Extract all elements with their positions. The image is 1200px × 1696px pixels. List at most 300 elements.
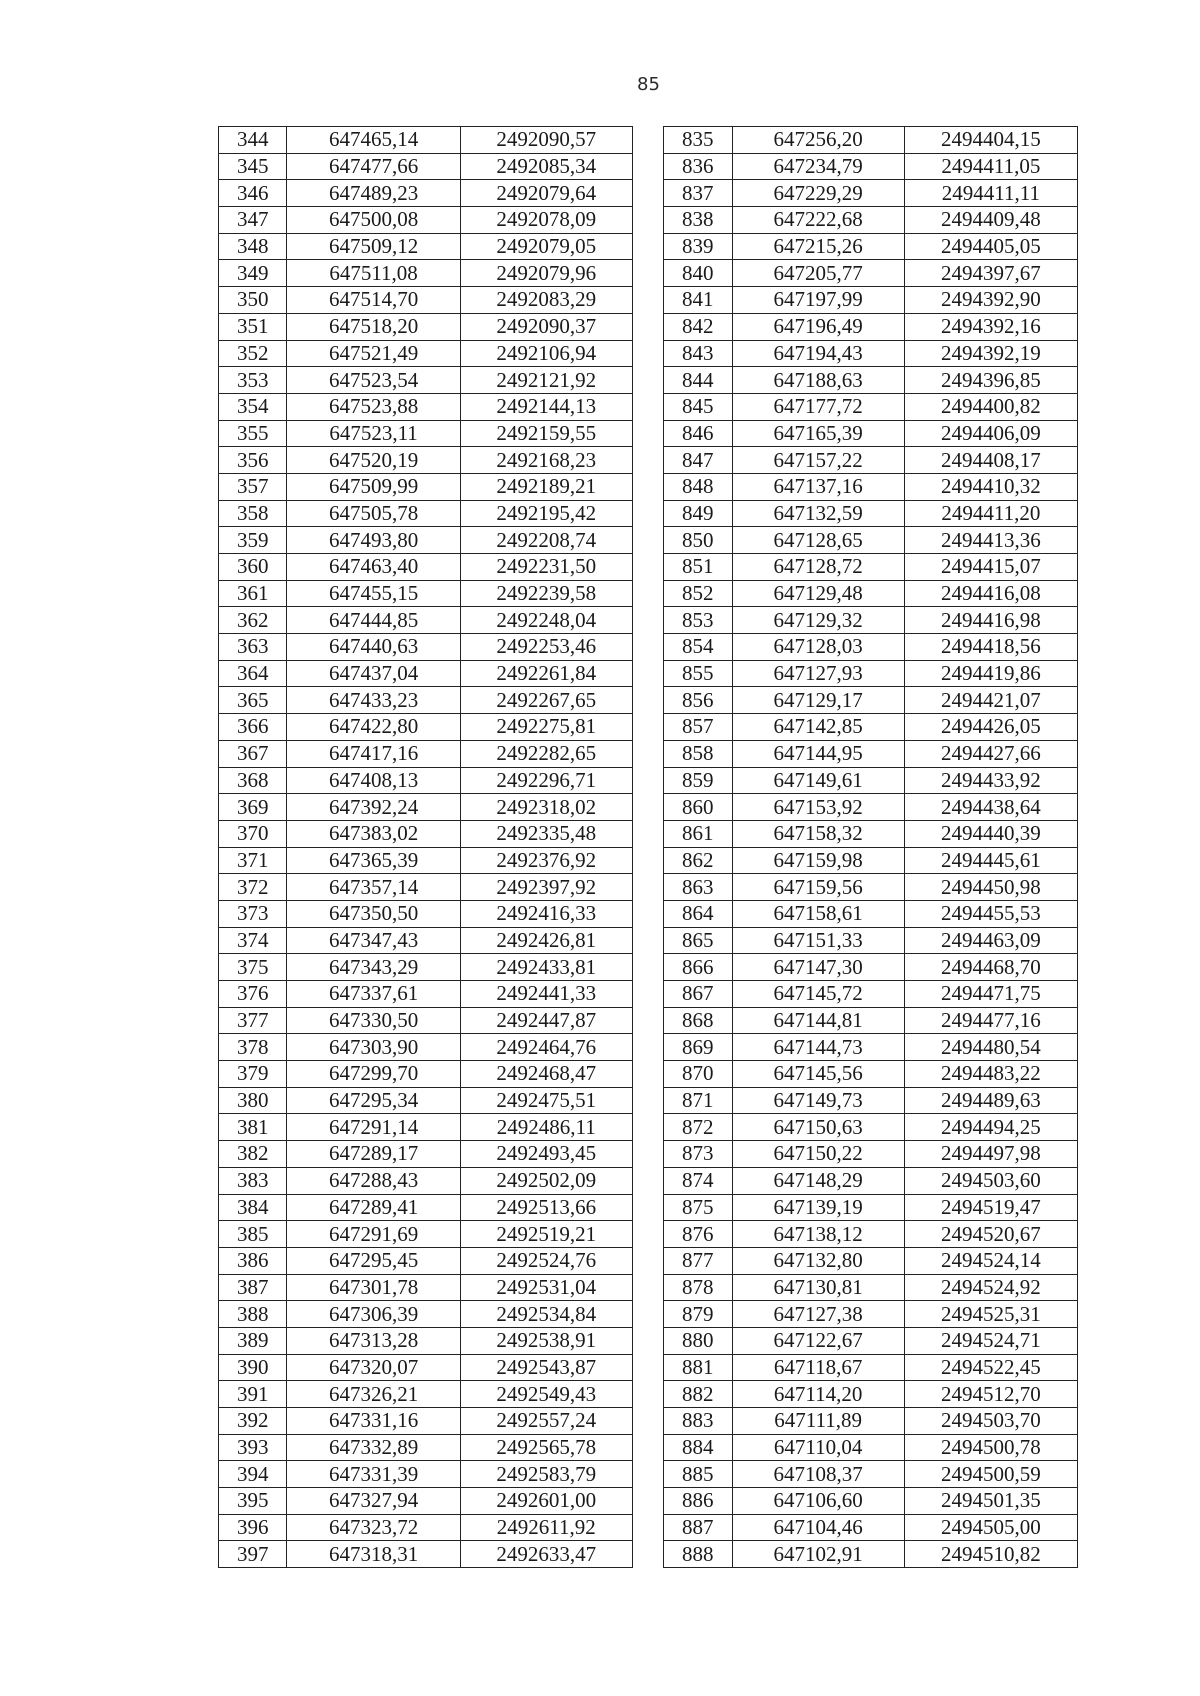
column-gap xyxy=(632,714,663,741)
y-coordinate-left: 2492519,21 xyxy=(460,1221,632,1248)
column-gap xyxy=(632,740,663,767)
point-number-right: 839 xyxy=(664,233,732,260)
column-gap xyxy=(632,1381,663,1408)
point-number-left: 396 xyxy=(219,1514,287,1541)
point-number-right: 874 xyxy=(664,1167,732,1194)
y-coordinate-left: 2492611,92 xyxy=(460,1514,632,1541)
x-coordinate-left: 647326,21 xyxy=(287,1381,460,1408)
point-number-left: 382 xyxy=(219,1141,287,1168)
y-coordinate-right: 2494524,71 xyxy=(904,1327,1077,1354)
point-number-right: 857 xyxy=(664,714,732,741)
table-row xyxy=(219,794,1078,821)
y-coordinate-left: 2492121,92 xyxy=(460,367,632,394)
table-row xyxy=(219,607,1078,634)
y-coordinate-left: 2492296,71 xyxy=(460,767,632,794)
y-coordinate-right: 2494520,67 xyxy=(904,1221,1077,1248)
x-coordinate-left: 647301,78 xyxy=(287,1274,460,1301)
y-coordinate-right: 2494392,90 xyxy=(904,287,1077,314)
y-coordinate-left: 2492261,84 xyxy=(460,660,632,687)
point-number-left: 373 xyxy=(219,900,287,927)
x-coordinate-right: 647122,67 xyxy=(732,1327,904,1354)
column-gap xyxy=(632,794,663,821)
point-number-left: 349 xyxy=(219,260,287,287)
column-gap xyxy=(632,1061,663,1088)
point-number-left: 359 xyxy=(219,527,287,554)
x-coordinate-left: 647347,43 xyxy=(287,927,460,954)
point-number-right: 861 xyxy=(664,820,732,847)
x-coordinate-right: 647106,60 xyxy=(732,1488,904,1515)
y-coordinate-right: 2494418,56 xyxy=(904,634,1077,661)
x-coordinate-right: 647144,73 xyxy=(732,1034,904,1061)
table-row xyxy=(219,954,1078,981)
x-coordinate-right: 647104,46 xyxy=(732,1514,904,1541)
point-number-right: 873 xyxy=(664,1141,732,1168)
y-coordinate-left: 2492253,46 xyxy=(460,634,632,661)
y-coordinate-left: 2492468,47 xyxy=(460,1061,632,1088)
y-coordinate-left: 2492208,74 xyxy=(460,527,632,554)
x-coordinate-left: 647306,39 xyxy=(287,1301,460,1328)
x-coordinate-left: 647408,13 xyxy=(287,767,460,794)
column-gap xyxy=(632,900,663,927)
table-row xyxy=(219,580,1078,607)
x-coordinate-right: 647114,20 xyxy=(732,1381,904,1408)
point-number-right: 886 xyxy=(664,1488,732,1515)
column-gap xyxy=(632,287,663,314)
x-coordinate-right: 647110,04 xyxy=(732,1434,904,1461)
column-gap xyxy=(632,127,663,154)
x-coordinate-left: 647383,02 xyxy=(287,820,460,847)
point-number-left: 380 xyxy=(219,1087,287,1114)
y-coordinate-left: 2492318,02 xyxy=(460,794,632,821)
x-coordinate-right: 647188,63 xyxy=(732,367,904,394)
column-gap xyxy=(632,1461,663,1488)
column-gap xyxy=(632,1354,663,1381)
x-coordinate-right: 647111,89 xyxy=(732,1408,904,1435)
x-coordinate-left: 647509,99 xyxy=(287,473,460,500)
point-number-right: 870 xyxy=(664,1061,732,1088)
table-row xyxy=(219,900,1078,927)
point-number-left: 387 xyxy=(219,1274,287,1301)
point-number-right: 840 xyxy=(664,260,732,287)
x-coordinate-right: 647138,12 xyxy=(732,1221,904,1248)
y-coordinate-left: 2492144,13 xyxy=(460,393,632,420)
column-gap xyxy=(632,1434,663,1461)
y-coordinate-right: 2494468,70 xyxy=(904,954,1077,981)
point-number-left: 345 xyxy=(219,153,287,180)
point-number-right: 869 xyxy=(664,1034,732,1061)
column-gap xyxy=(632,927,663,954)
point-number-right: 876 xyxy=(664,1221,732,1248)
point-number-left: 370 xyxy=(219,820,287,847)
y-coordinate-right: 2494397,67 xyxy=(904,260,1077,287)
table-row xyxy=(219,447,1078,474)
table-row xyxy=(219,1514,1078,1541)
point-number-left: 363 xyxy=(219,634,287,661)
point-number-left: 361 xyxy=(219,580,287,607)
column-gap xyxy=(632,767,663,794)
x-coordinate-left: 647489,23 xyxy=(287,180,460,207)
point-number-right: 881 xyxy=(664,1354,732,1381)
table-row xyxy=(219,1087,1078,1114)
point-number-left: 357 xyxy=(219,473,287,500)
column-gap xyxy=(632,1247,663,1274)
y-coordinate-left: 2492231,50 xyxy=(460,554,632,581)
point-number-left: 350 xyxy=(219,287,287,314)
x-coordinate-left: 647291,69 xyxy=(287,1221,460,1248)
table-row xyxy=(219,554,1078,581)
column-gap xyxy=(632,1327,663,1354)
table-row xyxy=(219,660,1078,687)
y-coordinate-right: 2494500,78 xyxy=(904,1434,1077,1461)
table-row xyxy=(219,820,1078,847)
x-coordinate-left: 647509,12 xyxy=(287,233,460,260)
y-coordinate-left: 2492085,34 xyxy=(460,153,632,180)
column-gap xyxy=(632,1087,663,1114)
x-coordinate-right: 647256,20 xyxy=(732,127,904,154)
point-number-left: 392 xyxy=(219,1408,287,1435)
y-coordinate-left: 2492078,09 xyxy=(460,207,632,234)
x-coordinate-left: 647357,14 xyxy=(287,874,460,901)
column-gap xyxy=(632,393,663,420)
y-coordinate-right: 2494411,11 xyxy=(904,180,1077,207)
table-row xyxy=(219,420,1078,447)
point-number-right: 835 xyxy=(664,127,732,154)
x-coordinate-left: 647320,07 xyxy=(287,1354,460,1381)
x-coordinate-right: 647132,59 xyxy=(732,500,904,527)
column-gap xyxy=(632,233,663,260)
point-number-left: 362 xyxy=(219,607,287,634)
y-coordinate-left: 2492397,92 xyxy=(460,874,632,901)
x-coordinate-left: 647523,54 xyxy=(287,367,460,394)
point-number-right: 887 xyxy=(664,1514,732,1541)
x-coordinate-right: 647148,29 xyxy=(732,1167,904,1194)
coordinates-table-body xyxy=(219,127,1078,1568)
x-coordinate-left: 647337,61 xyxy=(287,981,460,1008)
y-coordinate-right: 2494494,25 xyxy=(904,1114,1077,1141)
point-number-right: 851 xyxy=(664,554,732,581)
y-coordinate-right: 2494433,92 xyxy=(904,767,1077,794)
point-number-right: 868 xyxy=(664,1007,732,1034)
y-coordinate-left: 2492248,04 xyxy=(460,607,632,634)
x-coordinate-right: 647215,26 xyxy=(732,233,904,260)
y-coordinate-right: 2494463,09 xyxy=(904,927,1077,954)
x-coordinate-right: 647150,63 xyxy=(732,1114,904,1141)
table-row xyxy=(219,1434,1078,1461)
y-coordinate-left: 2492079,96 xyxy=(460,260,632,287)
point-number-left: 354 xyxy=(219,393,287,420)
x-coordinate-right: 647149,61 xyxy=(732,767,904,794)
x-coordinate-right: 647177,72 xyxy=(732,393,904,420)
point-number-left: 358 xyxy=(219,500,287,527)
y-coordinate-left: 2492502,09 xyxy=(460,1167,632,1194)
column-gap xyxy=(632,473,663,500)
y-coordinate-right: 2494524,14 xyxy=(904,1247,1077,1274)
point-number-left: 372 xyxy=(219,874,287,901)
y-coordinate-left: 2492159,55 xyxy=(460,420,632,447)
column-gap xyxy=(632,954,663,981)
table-row xyxy=(219,340,1078,367)
column-gap xyxy=(632,420,663,447)
point-number-right: 877 xyxy=(664,1247,732,1274)
point-number-left: 384 xyxy=(219,1194,287,1221)
y-coordinate-right: 2494503,60 xyxy=(904,1167,1077,1194)
x-coordinate-left: 647493,80 xyxy=(287,527,460,554)
point-number-right: 849 xyxy=(664,500,732,527)
y-coordinate-right: 2494450,98 xyxy=(904,874,1077,901)
column-gap xyxy=(632,260,663,287)
y-coordinate-left: 2492416,33 xyxy=(460,900,632,927)
y-coordinate-left: 2492275,81 xyxy=(460,714,632,741)
table-row xyxy=(219,127,1078,154)
x-coordinate-left: 647521,49 xyxy=(287,340,460,367)
y-coordinate-left: 2492267,65 xyxy=(460,687,632,714)
x-coordinate-left: 647288,43 xyxy=(287,1167,460,1194)
point-number-right: 850 xyxy=(664,527,732,554)
point-number-right: 885 xyxy=(664,1461,732,1488)
point-number-left: 376 xyxy=(219,981,287,1008)
column-gap xyxy=(632,207,663,234)
table-row xyxy=(219,367,1078,394)
y-coordinate-right: 2494400,82 xyxy=(904,393,1077,420)
point-number-left: 377 xyxy=(219,1007,287,1034)
x-coordinate-left: 647331,39 xyxy=(287,1461,460,1488)
point-number-left: 383 xyxy=(219,1167,287,1194)
table-row xyxy=(219,260,1078,287)
point-number-left: 374 xyxy=(219,927,287,954)
x-coordinate-right: 647144,95 xyxy=(732,740,904,767)
point-number-right: 872 xyxy=(664,1114,732,1141)
column-gap xyxy=(632,981,663,1008)
x-coordinate-left: 647365,39 xyxy=(287,847,460,874)
x-coordinate-left: 647520,19 xyxy=(287,447,460,474)
y-coordinate-left: 2492565,78 xyxy=(460,1434,632,1461)
x-coordinate-left: 647295,34 xyxy=(287,1087,460,1114)
y-coordinate-left: 2492534,84 xyxy=(460,1301,632,1328)
y-coordinate-left: 2492538,91 xyxy=(460,1327,632,1354)
y-coordinate-right: 2494455,53 xyxy=(904,900,1077,927)
x-coordinate-left: 647455,15 xyxy=(287,580,460,607)
column-gap xyxy=(632,1301,663,1328)
point-number-left: 393 xyxy=(219,1434,287,1461)
y-coordinate-right: 2494396,85 xyxy=(904,367,1077,394)
column-gap xyxy=(632,1221,663,1248)
y-coordinate-right: 2494409,48 xyxy=(904,207,1077,234)
point-number-right: 865 xyxy=(664,927,732,954)
x-coordinate-left: 647343,29 xyxy=(287,954,460,981)
table-row xyxy=(219,153,1078,180)
table-row xyxy=(219,1034,1078,1061)
y-coordinate-right: 2494440,39 xyxy=(904,820,1077,847)
x-coordinate-left: 647465,14 xyxy=(287,127,460,154)
table-row xyxy=(219,687,1078,714)
x-coordinate-left: 647295,45 xyxy=(287,1247,460,1274)
y-coordinate-left: 2492079,05 xyxy=(460,233,632,260)
column-gap xyxy=(632,447,663,474)
y-coordinate-right: 2494524,92 xyxy=(904,1274,1077,1301)
x-coordinate-left: 647327,94 xyxy=(287,1488,460,1515)
x-coordinate-right: 647157,22 xyxy=(732,447,904,474)
table-row xyxy=(219,847,1078,874)
table-row xyxy=(219,740,1078,767)
y-coordinate-left: 2492493,45 xyxy=(460,1141,632,1168)
x-coordinate-right: 647144,81 xyxy=(732,1007,904,1034)
point-number-left: 366 xyxy=(219,714,287,741)
y-coordinate-right: 2494408,17 xyxy=(904,447,1077,474)
x-coordinate-right: 647153,92 xyxy=(732,794,904,821)
y-coordinate-left: 2492549,43 xyxy=(460,1381,632,1408)
column-gap xyxy=(632,1034,663,1061)
y-coordinate-right: 2494405,05 xyxy=(904,233,1077,260)
y-coordinate-right: 2494477,16 xyxy=(904,1007,1077,1034)
y-coordinate-right: 2494413,36 xyxy=(904,527,1077,554)
point-number-right: 882 xyxy=(664,1381,732,1408)
x-coordinate-left: 647477,66 xyxy=(287,153,460,180)
x-coordinate-left: 647313,28 xyxy=(287,1327,460,1354)
point-number-right: 875 xyxy=(664,1194,732,1221)
y-coordinate-left: 2492524,76 xyxy=(460,1247,632,1274)
table-row xyxy=(219,927,1078,954)
x-coordinate-right: 647196,49 xyxy=(732,313,904,340)
page-number: 85 xyxy=(637,74,660,95)
y-coordinate-right: 2494438,64 xyxy=(904,794,1077,821)
y-coordinate-left: 2492195,42 xyxy=(460,500,632,527)
y-coordinate-right: 2494427,66 xyxy=(904,740,1077,767)
x-coordinate-right: 647150,22 xyxy=(732,1141,904,1168)
table-row xyxy=(219,393,1078,420)
point-number-right: 855 xyxy=(664,660,732,687)
y-coordinate-left: 2492601,00 xyxy=(460,1488,632,1515)
x-coordinate-left: 647523,11 xyxy=(287,420,460,447)
column-gap xyxy=(632,687,663,714)
point-number-right: 864 xyxy=(664,900,732,927)
y-coordinate-right: 2494510,82 xyxy=(904,1541,1077,1568)
column-gap xyxy=(632,607,663,634)
x-coordinate-left: 647514,70 xyxy=(287,287,460,314)
table-row xyxy=(219,1488,1078,1515)
point-number-right: 843 xyxy=(664,340,732,367)
point-number-right: 866 xyxy=(664,954,732,981)
x-coordinate-right: 647128,03 xyxy=(732,634,904,661)
y-coordinate-left: 2492583,79 xyxy=(460,1461,632,1488)
column-gap xyxy=(632,527,663,554)
y-coordinate-left: 2492189,21 xyxy=(460,473,632,500)
x-coordinate-right: 647132,80 xyxy=(732,1247,904,1274)
point-number-left: 381 xyxy=(219,1114,287,1141)
y-coordinate-right: 2494505,00 xyxy=(904,1514,1077,1541)
y-coordinate-left: 2492486,11 xyxy=(460,1114,632,1141)
point-number-left: 347 xyxy=(219,207,287,234)
point-number-left: 385 xyxy=(219,1221,287,1248)
point-number-left: 360 xyxy=(219,554,287,581)
point-number-left: 394 xyxy=(219,1461,287,1488)
x-coordinate-left: 647500,08 xyxy=(287,207,460,234)
x-coordinate-left: 647433,23 xyxy=(287,687,460,714)
point-number-left: 369 xyxy=(219,794,287,821)
x-coordinate-right: 647158,61 xyxy=(732,900,904,927)
x-coordinate-right: 647128,65 xyxy=(732,527,904,554)
point-number-left: 379 xyxy=(219,1061,287,1088)
y-coordinate-left: 2492633,47 xyxy=(460,1541,632,1568)
table-row xyxy=(219,313,1078,340)
table-row xyxy=(219,1301,1078,1328)
point-number-left: 353 xyxy=(219,367,287,394)
table-row xyxy=(219,1247,1078,1274)
y-coordinate-right: 2494483,22 xyxy=(904,1061,1077,1088)
x-coordinate-left: 647331,16 xyxy=(287,1408,460,1435)
table-row xyxy=(219,981,1078,1008)
x-coordinate-left: 647303,90 xyxy=(287,1034,460,1061)
column-gap xyxy=(632,1141,663,1168)
point-number-left: 386 xyxy=(219,1247,287,1274)
column-gap xyxy=(632,1541,663,1568)
x-coordinate-right: 647159,98 xyxy=(732,847,904,874)
point-number-right: 836 xyxy=(664,153,732,180)
column-gap xyxy=(632,847,663,874)
x-coordinate-right: 647145,72 xyxy=(732,981,904,1008)
table-row xyxy=(219,527,1078,554)
table-row xyxy=(219,1194,1078,1221)
column-gap xyxy=(632,180,663,207)
y-coordinate-right: 2494480,54 xyxy=(904,1034,1077,1061)
point-number-left: 351 xyxy=(219,313,287,340)
table-row xyxy=(219,634,1078,661)
x-coordinate-left: 647289,17 xyxy=(287,1141,460,1168)
point-number-right: 860 xyxy=(664,794,732,821)
column-gap xyxy=(632,580,663,607)
point-number-left: 356 xyxy=(219,447,287,474)
y-coordinate-left: 2492079,64 xyxy=(460,180,632,207)
table-row xyxy=(219,500,1078,527)
point-number-right: 879 xyxy=(664,1301,732,1328)
table-row xyxy=(219,1007,1078,1034)
x-coordinate-left: 647437,04 xyxy=(287,660,460,687)
column-gap xyxy=(632,313,663,340)
point-number-right: 867 xyxy=(664,981,732,1008)
y-coordinate-left: 2492282,65 xyxy=(460,740,632,767)
point-number-left: 365 xyxy=(219,687,287,714)
x-coordinate-right: 647145,56 xyxy=(732,1061,904,1088)
point-number-right: 853 xyxy=(664,607,732,634)
x-coordinate-right: 647137,16 xyxy=(732,473,904,500)
y-coordinate-right: 2494497,98 xyxy=(904,1141,1077,1168)
column-gap xyxy=(632,660,663,687)
column-gap xyxy=(632,153,663,180)
table-row xyxy=(219,1061,1078,1088)
y-coordinate-right: 2494410,32 xyxy=(904,473,1077,500)
y-coordinate-left: 2492557,24 xyxy=(460,1408,632,1435)
x-coordinate-left: 647318,31 xyxy=(287,1541,460,1568)
point-number-right: 883 xyxy=(664,1408,732,1435)
table-row xyxy=(219,1141,1078,1168)
x-coordinate-left: 647299,70 xyxy=(287,1061,460,1088)
y-coordinate-right: 2494392,19 xyxy=(904,340,1077,367)
x-coordinate-right: 647142,85 xyxy=(732,714,904,741)
table-row xyxy=(219,1461,1078,1488)
x-coordinate-right: 647194,43 xyxy=(732,340,904,367)
y-coordinate-right: 2494411,20 xyxy=(904,500,1077,527)
point-number-right: 845 xyxy=(664,393,732,420)
point-number-left: 348 xyxy=(219,233,287,260)
table-row xyxy=(219,1114,1078,1141)
x-coordinate-left: 647332,89 xyxy=(287,1434,460,1461)
point-number-right: 846 xyxy=(664,420,732,447)
x-coordinate-left: 647291,14 xyxy=(287,1114,460,1141)
y-coordinate-left: 2492447,87 xyxy=(460,1007,632,1034)
y-coordinate-left: 2492441,33 xyxy=(460,981,632,1008)
point-number-left: 344 xyxy=(219,127,287,154)
y-coordinate-left: 2492464,76 xyxy=(460,1034,632,1061)
point-number-left: 352 xyxy=(219,340,287,367)
